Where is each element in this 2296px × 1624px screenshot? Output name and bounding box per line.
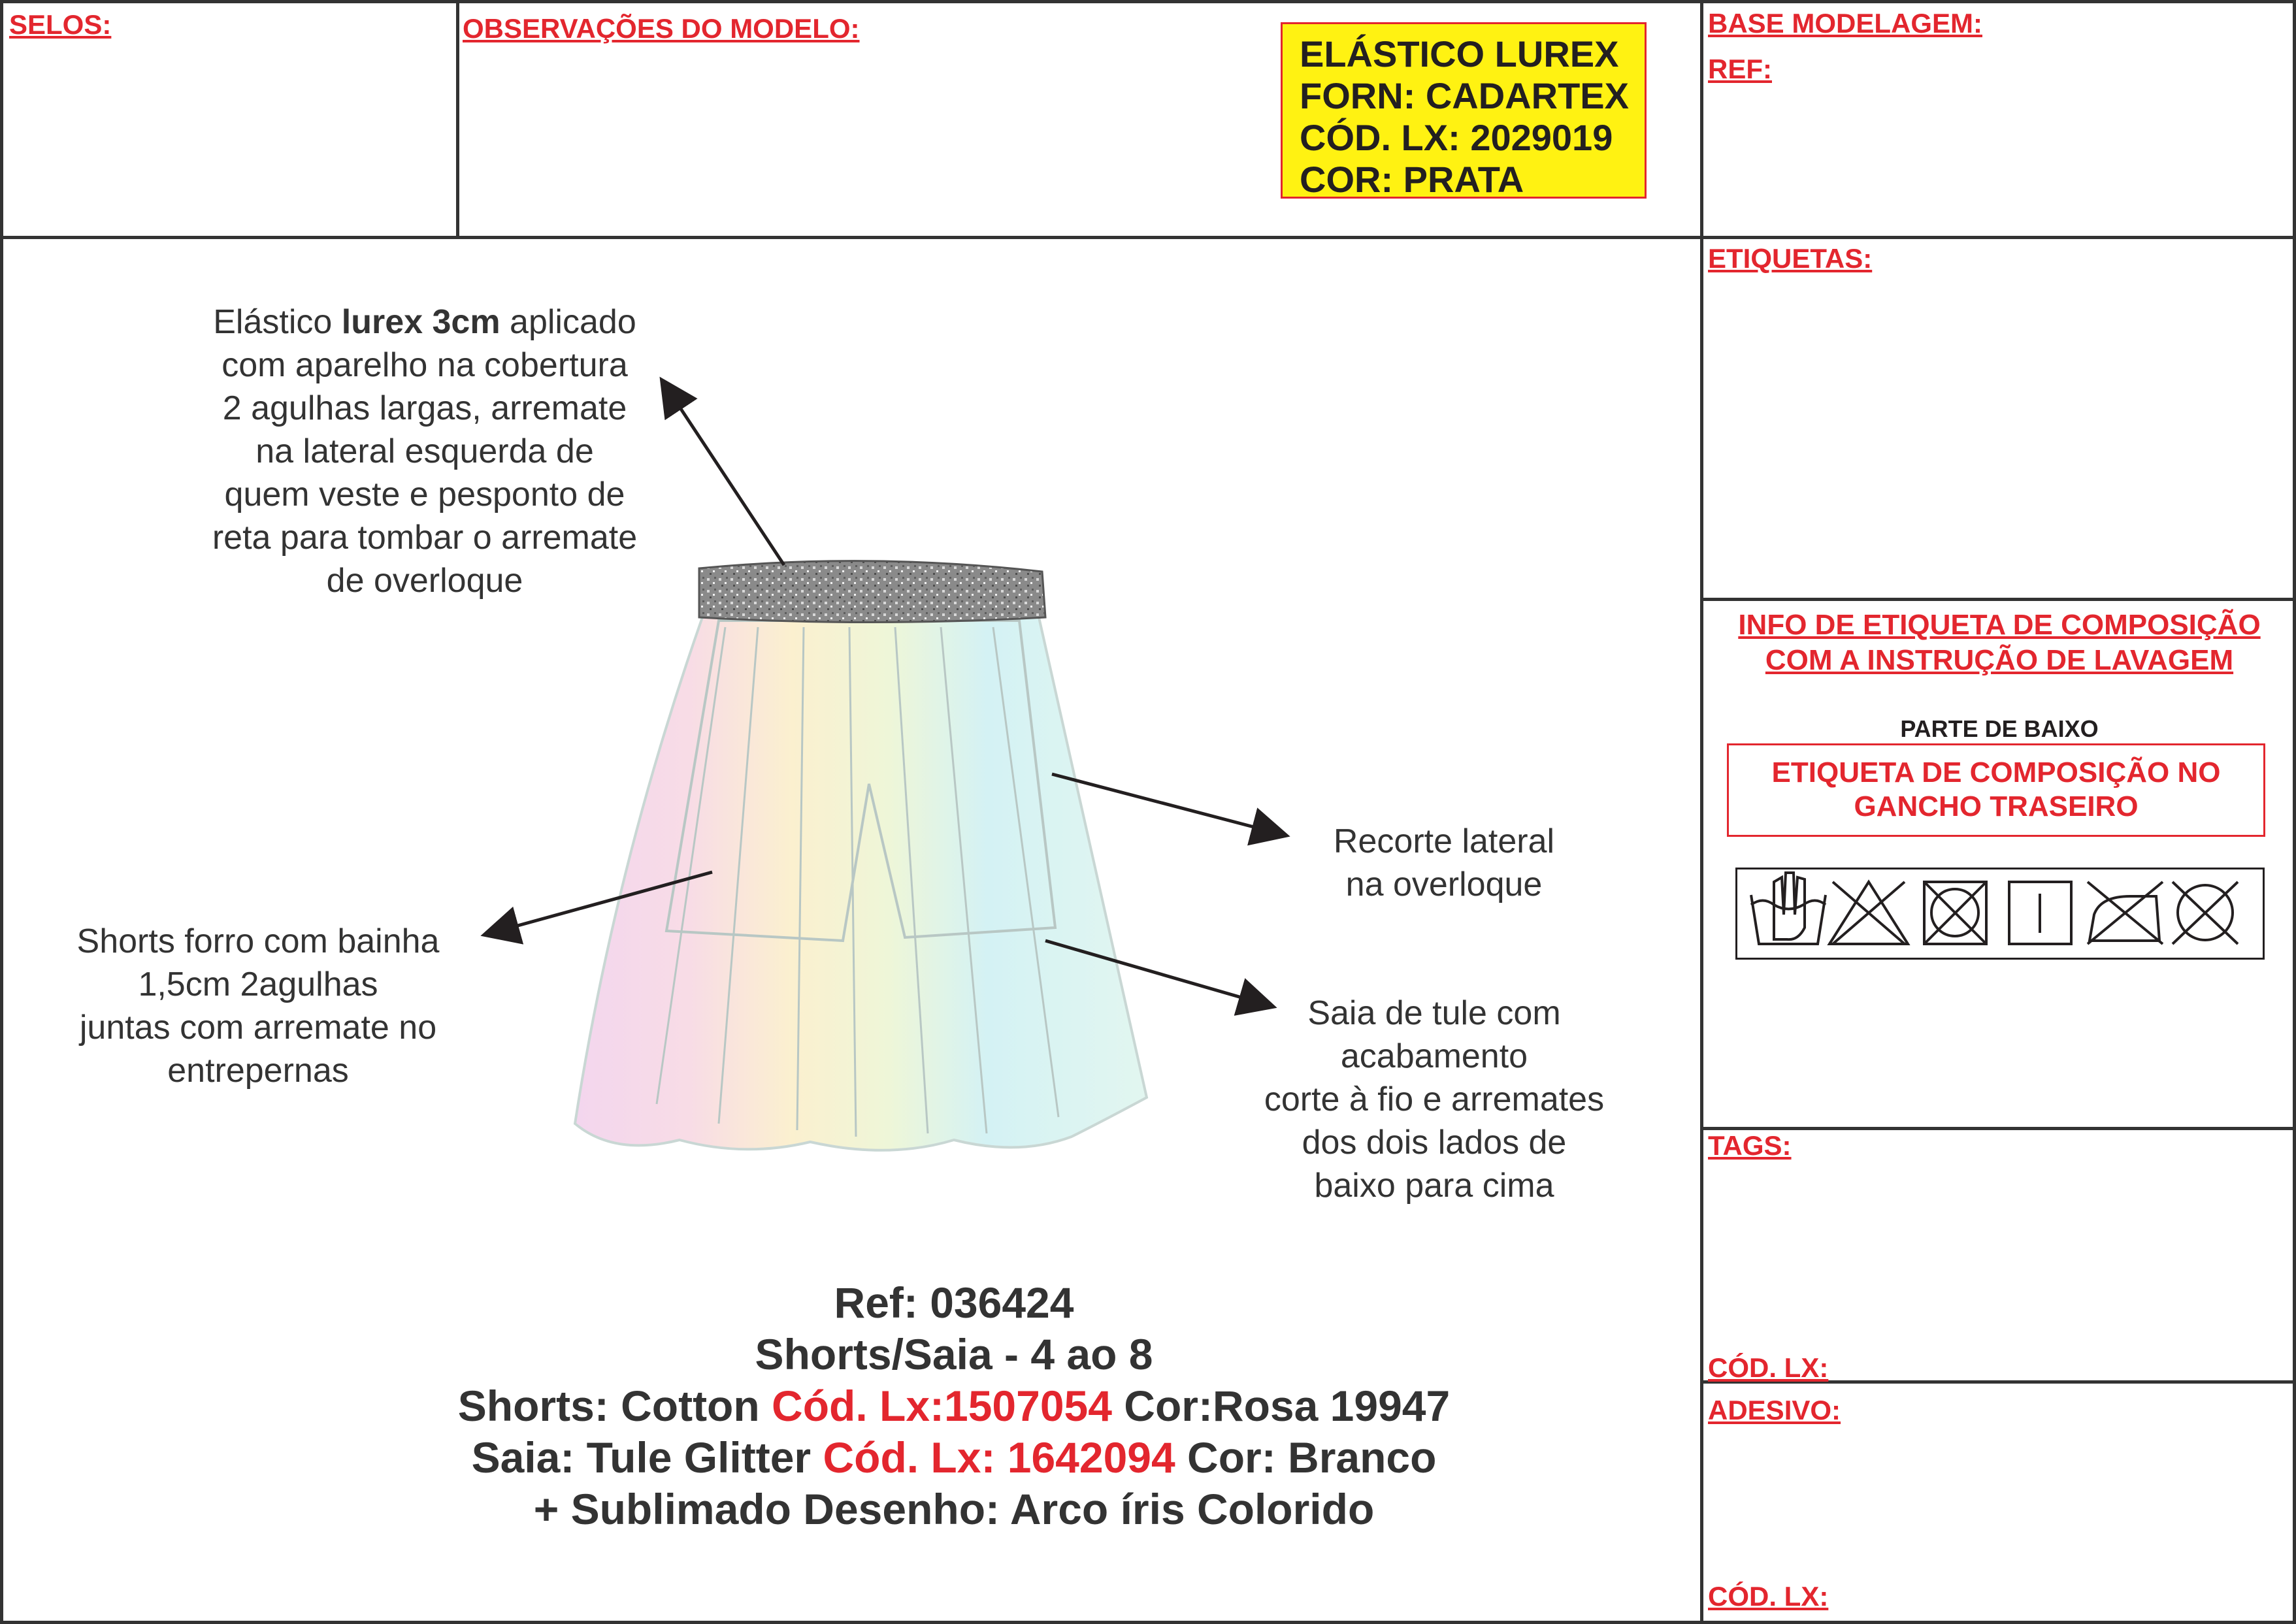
- elastic-spec-line: CÓD. LX: 2029019: [1300, 117, 1613, 158]
- elastic-note-line: na lateral esquerda de: [255, 432, 594, 470]
- summary-text: Shorts: Cotton: [457, 1382, 772, 1430]
- summary-text: Cor:Rosa 19947: [1111, 1382, 1451, 1430]
- hand-wash-icon: [1751, 873, 1826, 944]
- summary-code: Cód. Lx:1507054: [772, 1382, 1112, 1430]
- elastic-note-line: de overloque: [326, 562, 523, 600]
- summary-text: Cor: Branco: [1175, 1433, 1437, 1482]
- care-symbols: [1751, 873, 2238, 944]
- shorts-note-line: entrepernas: [167, 1052, 349, 1090]
- ref-label: REF:: [1708, 54, 1772, 84]
- adesivo-cod-label: CÓD. LX:: [1708, 1581, 1829, 1612]
- elastic-note-line: quem veste e pesponto de: [224, 476, 625, 513]
- elastic-note-pre: Elástico: [213, 303, 342, 341]
- lurex-waistband: [699, 561, 1045, 623]
- tags-cod-label: CÓD. LX:: [1708, 1352, 1829, 1383]
- summary-product: Shorts/Saia - 4 ao 8: [755, 1330, 1153, 1378]
- elastic-arrow: [663, 382, 784, 565]
- observacoes-label: OBSERVAÇÕES DO MODELO:: [463, 13, 860, 44]
- elastic-note-bold: lurex 3cm: [341, 303, 500, 341]
- composition-line: GANCHO TRASEIRO: [1854, 790, 2139, 822]
- summary-code: Cód. Lx: 1642094: [823, 1433, 1175, 1482]
- summary-sublimado: + Sublimado Desenho: Arco íris Colorido: [533, 1485, 1375, 1533]
- saia-note-line: corte à fio e arremates: [1264, 1080, 1605, 1118]
- elastic-note-post: aplicado: [500, 303, 636, 341]
- saia-note-line: acabamento: [1340, 1037, 1528, 1075]
- no-bleach-icon: [1829, 882, 1908, 944]
- etiquetas-label: ETIQUETAS:: [1708, 243, 1873, 274]
- summary-text: Saia: Tule Glitter: [471, 1433, 823, 1482]
- saia-note-line: Saia de tule com: [1307, 994, 1561, 1032]
- info-title-line: COM A INSTRUÇÃO DE LAVAGEM: [1765, 644, 2234, 676]
- adesivo-label: ADESIVO:: [1708, 1395, 1841, 1425]
- tags-label: TAGS:: [1708, 1130, 1792, 1161]
- recorte-note-line: na overloque: [1345, 866, 1543, 903]
- elastic-note-line: 2 agulhas largas, arremate: [222, 389, 627, 427]
- line-dry-icon: [2009, 882, 2071, 944]
- parte-de-baixo-label: PARTE DE BAIXO: [1900, 715, 2099, 742]
- no-tumble-dry-icon: [1924, 882, 1986, 944]
- shorts-note-line: 1,5cm 2agulhas: [138, 966, 378, 1003]
- elastic-spec-line: ELÁSTICO LUREX: [1300, 33, 1619, 74]
- elastic-spec-line: FORN: CADARTEX: [1300, 75, 1629, 116]
- no-dry-clean-icon: [2173, 882, 2238, 944]
- composition-line: ETIQUETA DE COMPOSIÇÃO NO: [1771, 756, 2221, 788]
- info-title-line: INFO DE ETIQUETA DE COMPOSIÇÃO: [1738, 609, 2261, 641]
- elastic-note-line: com aparelho na cobertura: [221, 346, 628, 384]
- shorts-note-line: Shorts forro com bainha: [76, 922, 440, 960]
- summary-ref: Ref: 036424: [834, 1278, 1074, 1327]
- selos-label: SELOS:: [9, 9, 112, 40]
- shorts-note-line: juntas com arremate no: [79, 1009, 437, 1047]
- base-modelagem-label: BASE MODELAGEM:: [1708, 8, 1982, 39]
- recorte-note-line: Recorte lateral: [1333, 822, 1555, 860]
- elastic-spec-line: COR: PRATA: [1300, 159, 1524, 200]
- no-iron-icon: [2088, 882, 2163, 944]
- saia-note-line: dos dois lados de: [1302, 1124, 1567, 1161]
- saia-note-line: baixo para cima: [1314, 1167, 1554, 1205]
- elastic-note-line: reta para tombar o arremate: [212, 519, 638, 557]
